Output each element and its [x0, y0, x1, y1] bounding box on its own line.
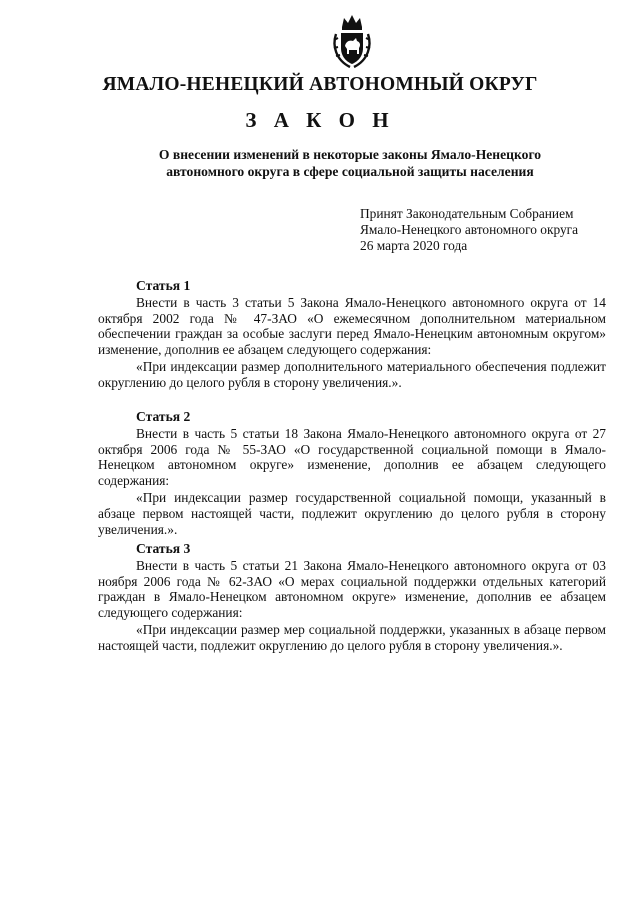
- region-name: ЯМАЛО-НЕНЕЦКИЙ АВТОНОМНЫЙ ОКРУГ: [102, 74, 538, 95]
- adoption-note: [360, 206, 630, 254]
- article-3: [98, 541, 606, 654]
- document-type: З А К О Н: [245, 108, 395, 132]
- article-paragraph: «При индексации размер мер социальной поддержки, указанных в абзаце первом настоящей части, подлежит округлению до целого рубля в сторону увеличения.».: [98, 622, 606, 653]
- article-title: Статья 1: [136, 278, 191, 293]
- article-paragraph: «При индексации размер государственной социальной помощи, указанный в абзаце первом настоящей части, подлежит округлению до целого рубля в сторону увеличения.».: [98, 490, 606, 537]
- adoption-line-2: Ямало-Ненецкого автономного округа: [360, 222, 579, 237]
- adoption-date: 26 марта 2020 года: [360, 238, 468, 253]
- article-paragraph: «При индексации размер дополнительного материального обеспечения подлежит округлению до целого рубля в сторону увеличения.».: [98, 359, 606, 390]
- article-title: Статья 3: [136, 541, 191, 556]
- article-1: [98, 278, 606, 391]
- article-2: [98, 409, 606, 537]
- adoption-line-1: Принят Законодательным Собранием: [360, 206, 574, 221]
- coat-of-arms-emblem-icon: [330, 12, 374, 70]
- article-title: Статья 2: [136, 409, 191, 424]
- article-paragraph: Внести в часть 3 статьи 5 Закона Ямало-Ненецкого автономного округа от 14 октября 2002 года № 47-ЗАО «О ежемесячном дополнительном материальном обеспечении граждан за особые заслуги перед Ямало-Ненецким автономным округом» изменение, дополнив ее абзацем следующего содержания:: [98, 295, 606, 357]
- law-subject: О внесении изменений в некоторые законы Ямало-Ненецкого автономного округа в сфере социальной защиты населения: [158, 147, 542, 179]
- article-paragraph: Внести в часть 5 статьи 18 Закона Ямало-Ненецкого автономного округа от 27 октября 2006 года № 55-ЗАО «О государственной социальной помощи в Ямало-Ненецком автономном округе» изменение, дополнив ее абзацем следующего содержания:: [98, 426, 606, 488]
- article-paragraph: Внести в часть 5 статьи 21 Закона Ямало-Ненецкого автономного округа от 03 ноября 2006 года № 62-ЗАО «О мерах социальной поддержки отдельных категорий граждан в Ямало-Ненецком автономном округе» изменение, дополнив ее абзацем следующего содержания:: [98, 558, 606, 620]
